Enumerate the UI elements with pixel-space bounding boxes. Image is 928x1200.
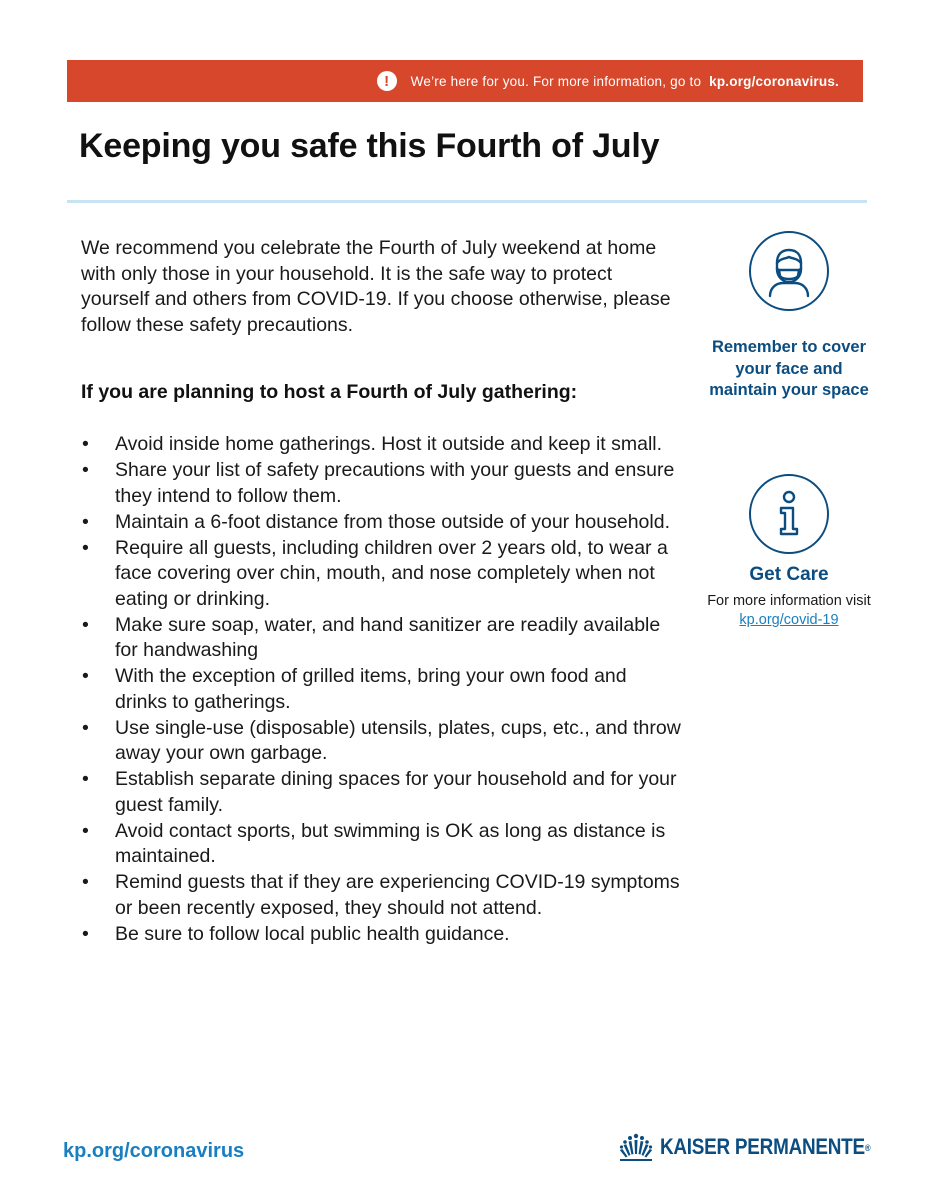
list-item-text: Be sure to follow local public health guidance. [115, 922, 510, 945]
bullet-icon: • [82, 768, 89, 790]
banner-text [411, 74, 839, 89]
registered-mark: ® [864, 1143, 871, 1154]
exclamation-icon: ! [377, 71, 397, 91]
list-item-text: Use single-use (disposable) utensils, plates, cups, etc., and throw away your own garbage. [115, 716, 681, 764]
precautions-list [81, 432, 681, 948]
list-item [81, 767, 681, 818]
list-item [81, 613, 681, 664]
kaiser-permanente-mark-icon [618, 1132, 654, 1162]
list-item-text: Share your list of safety precautions with your guests and ensure they intend to follow them. [115, 459, 675, 507]
list-item [81, 536, 681, 613]
footer-coronavirus-link[interactable]: kp.org/coronavirus [63, 1140, 245, 1162]
get-care-description: For more information visit [707, 593, 871, 609]
bullet-icon: • [82, 510, 89, 533]
bullet-icon: • [82, 613, 89, 636]
bullet-icon: • [82, 536, 89, 559]
bullet-icon: • [82, 459, 89, 481]
list-item-text: With the exception of grilled items, bring your own food and drinks to gatherings. [115, 665, 627, 713]
list-item-text: Avoid contact sports, but swimming is OK as long as distance is maintained. [115, 819, 666, 867]
covid-info-link[interactable]: kp.org/covid-19 [739, 612, 839, 628]
list-item-text: Make sure soap, water, and hand sanitizer are readily available for handwashing [115, 613, 661, 661]
kaiser-permanente-wordmark [660, 1134, 870, 1160]
list-item-text: Require all guests, including children over 2 years old, to wear a face covering over chin, mouth, and nose completely when not eating or drinking. [115, 536, 668, 610]
get-care-title: Get Care [749, 564, 829, 585]
list-item [81, 716, 681, 767]
list-item [81, 819, 681, 870]
list-item [81, 510, 681, 536]
face-mask-person-icon [749, 231, 829, 311]
list-item-text: Establish separate dining spaces for your household and for your guest family. [115, 768, 677, 816]
banner-link[interactable]: kp.org/coronavirus. [709, 73, 839, 89]
bullet-icon: • [82, 433, 89, 455]
page-title: Keeping you safe this Fourth of July [79, 127, 660, 165]
banner-message: We’re here for you. For more information, go to [410, 73, 702, 89]
bullet-icon: • [82, 871, 89, 893]
mask-reminder-callout [706, 231, 872, 402]
mask-reminder-text: Remember to cover your face and maintain your space [709, 338, 869, 399]
list-item-text: Maintain a 6-foot distance from those outside of your household. [115, 510, 670, 533]
list-item-text: Remind guests that if they are experiencing COVID-19 symptoms or been recently exposed, they should not attend. [115, 871, 680, 919]
get-care-callout [706, 474, 872, 630]
bullet-icon: • [82, 665, 89, 687]
list-item [81, 458, 681, 509]
bullet-icon: • [82, 819, 89, 842]
bullet-icon: • [82, 716, 89, 739]
title-divider [67, 200, 867, 203]
get-care-text [706, 592, 872, 630]
kaiser-permanente-logo [618, 1132, 905, 1162]
logo-text: KAISER PERMANENTE [660, 1134, 865, 1159]
list-item [81, 432, 681, 458]
list-item [81, 922, 681, 948]
list-item [81, 870, 681, 921]
gathering-subheading: If you are planning to host a Fourth of July gathering: [81, 381, 578, 403]
bullet-icon: • [82, 922, 89, 945]
info-banner [67, 60, 863, 102]
intro-paragraph: We recommend you celebrate the Fourth of July weekend at home with only those in your household. It is the safe way to protect yourself and others from COVID-19. If you choose otherwise, please follow these safety precautions. [81, 237, 671, 336]
list-item-text: Avoid inside home gatherings. Host it outside and keep it small. [115, 433, 663, 455]
info-icon [749, 474, 829, 554]
list-item [81, 664, 681, 715]
